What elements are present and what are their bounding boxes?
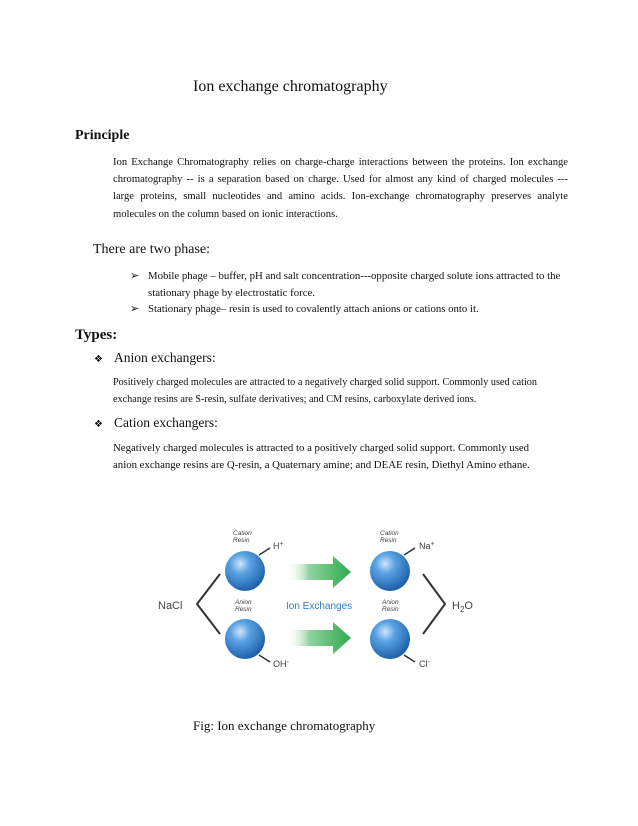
top-arrow: [287, 556, 351, 588]
ion-exchange-figure: [155, 522, 485, 682]
resin-label: Cation: [380, 530, 399, 537]
anion-heading-label: Anion exchangers:: [114, 350, 216, 365]
cation-paragraph: Negatively charged molecules is attracted to a positively charged solid support. Commonly used anion exchange resins are Q-resin, a Quaternary amine; and DEAE resin, Diethyl Amino ethane.: [113, 442, 530, 471]
resin-label: Resin: [233, 537, 250, 544]
page-title: Ion exchange chromatography: [193, 78, 388, 95]
nacl-label: NaCl: [158, 600, 183, 612]
anion-resin-sphere-left: [225, 619, 265, 659]
phases-list: [130, 268, 570, 318]
cation-heading-label: Cation exchangers:: [114, 415, 218, 430]
bottom-arrow: [287, 622, 351, 654]
resin-label: Anion: [235, 599, 252, 606]
cation-heading: [94, 415, 218, 431]
list-item: [130, 268, 570, 301]
resin-label: Cation: [233, 530, 252, 537]
phase-stationary-text: Stationary phage– resin is used to covalently attach anions or cations onto it.: [148, 303, 479, 315]
types-heading: Types:: [75, 327, 118, 343]
left-bracket: [197, 574, 220, 634]
resin-label: Anion: [382, 599, 399, 606]
resin-label: Resin: [382, 606, 399, 613]
anion-resin-sphere-right: [370, 619, 410, 659]
right-bracket: [423, 574, 445, 634]
arrow-bullet-icon: ➢: [130, 303, 140, 315]
na-ion-label: Na+: [419, 541, 435, 551]
phase-mobile-text: Mobile phage – buffer, pH and salt concentration---opposite charged solute ions attracted to the stationary phage by electrostatic force.: [148, 270, 561, 299]
resin-label: Resin: [380, 537, 397, 544]
cl-ion-label: Cl-: [419, 659, 430, 669]
list-item: [130, 301, 570, 318]
h-ion-label: H+: [273, 541, 284, 551]
h2o-label: $H_2O$: [452, 600, 473, 614]
cation-resin-sphere-left: [225, 551, 265, 591]
principle-paragraph: Ion Exchange Chromatography relies on charge-charge interactions between the proteins. Ion exchange chromatography -- is a separation based on charge. Used for almost any kind of charged molecules --- large proteins, small nucleotides and amino acids. Ion-exchange chromatography preserves analyte molecules on the column based on ionic interactions.: [113, 157, 568, 220]
diamond-bullet-icon: ❖: [94, 419, 103, 430]
diamond-bullet-icon: ❖: [94, 354, 103, 365]
arrow-bullet-icon: ➢: [130, 270, 140, 282]
anion-paragraph: Positively charged molecules are attracted to a negatively charged solid support. Commonly used cation exchange resins are S-resin, sulfate derivatives; and CM resins, carboxylate derived ions.: [113, 377, 537, 405]
oh-ion-label: OH-: [273, 659, 289, 669]
anion-heading: [94, 350, 216, 366]
ion-exchanges-label: Ion Exchanges: [286, 601, 353, 612]
phases-intro: There are two phase:: [93, 242, 210, 257]
figure-caption: Fig: Ion exchange chromatography: [193, 718, 376, 733]
cation-resin-sphere-right: [370, 551, 410, 591]
resin-label: Resin: [235, 606, 252, 613]
principle-heading: Principle: [75, 128, 130, 143]
